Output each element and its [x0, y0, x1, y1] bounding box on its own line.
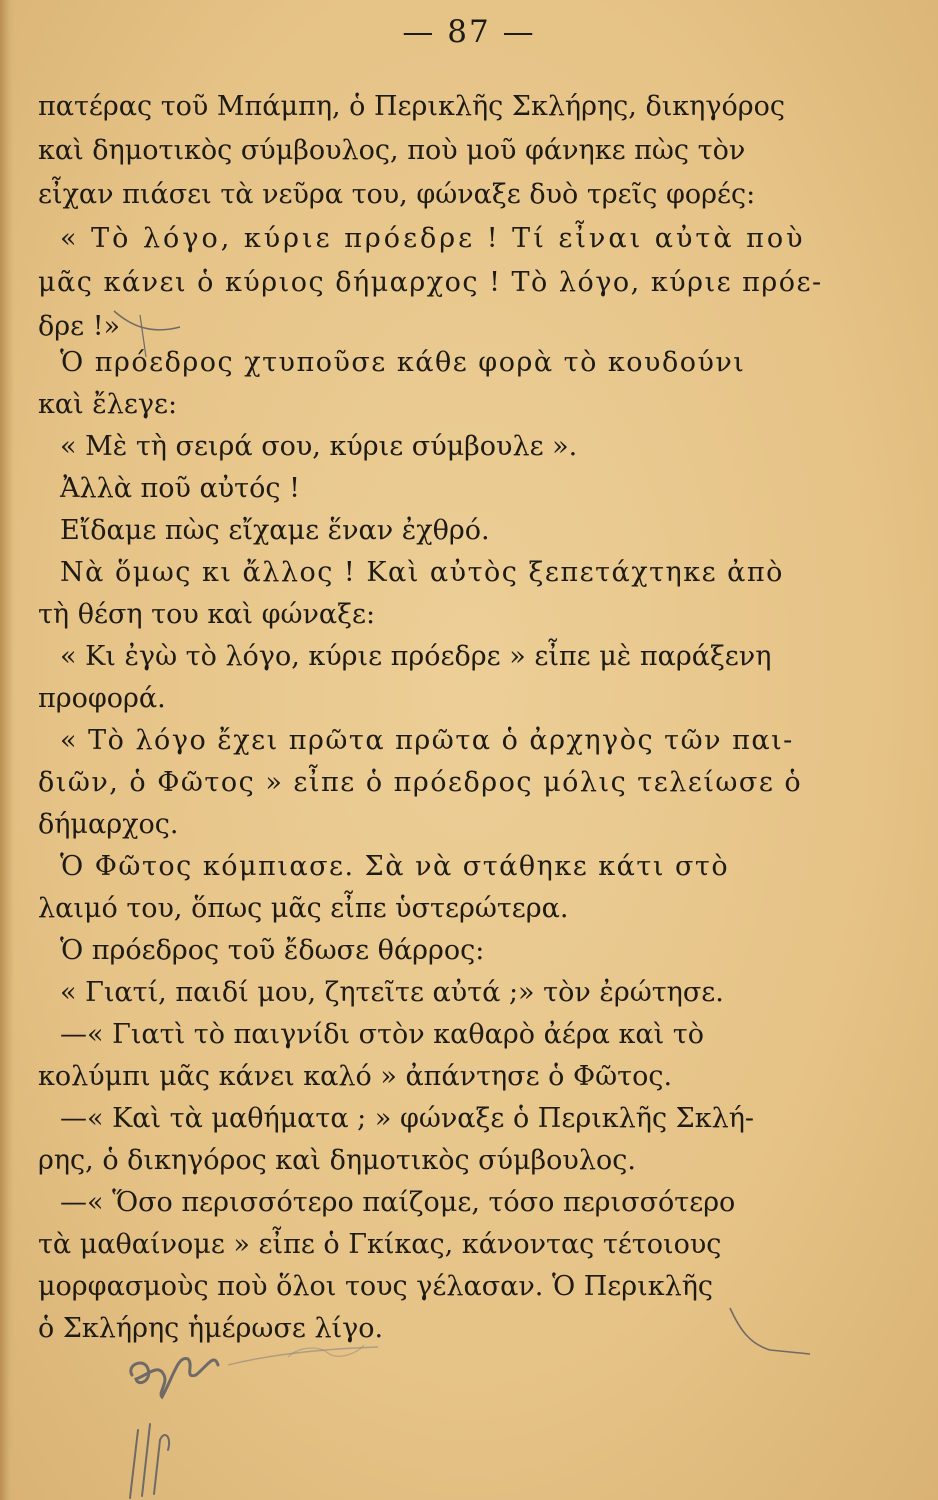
- text-line: ρης, ὁ δικηγόρος καὶ δημοτικὸς σύμβουλος.: [38, 1145, 636, 1176]
- text-line: καὶ ἔλεγε:: [38, 389, 178, 420]
- text-line: τὰ μαθαίνομε » εἶπε ὁ Γκίκας, κάνοντας τέτοιους: [38, 1229, 722, 1260]
- text-line: —« Καὶ τὰ μαθήματα ; » φώναξε ὁ Περικλῆς Σκλή-: [60, 1103, 755, 1134]
- text-line: —« Ὅσο περισσότερο παίζομε, τόσο περισσότερο: [60, 1187, 736, 1218]
- page-number: — 87 —: [402, 14, 536, 50]
- text-line: εἶχαν πιάσει τὰ νεῦρα του, φώναξε δυὸ τρεῖς φορές:: [38, 179, 756, 210]
- text-line: μᾶς κάνει ὁ κύριος δήμαρχος ! Τὸ λόγο, κύριε πρόε-: [38, 267, 823, 298]
- text-line: διῶν, ὁ Φῶτος » εἶπε ὁ πρόεδρος μόλις τελείωσε ὁ: [38, 767, 803, 798]
- text-line: δήμαρχος.: [38, 809, 179, 840]
- text-line: κολύμπι μᾶς κάνει καλό » ἀπάντησε ὁ Φῶτος.: [38, 1061, 673, 1092]
- page-binding-edge: [0, 0, 14, 1500]
- text-line: Εἴδαμε πὼς εἴχαμε ἕναν ἐχθρό.: [60, 515, 490, 546]
- text-line: « Γιατί, παιδί μου, ζητεῖτε αὐτά ;» τὸν ἐρώτησε.: [60, 977, 724, 1008]
- text-line: τὴ θέση του καὶ φώναξε:: [38, 599, 376, 630]
- pencil-signature-icon: [118, 1335, 418, 1405]
- text-line: προφορά.: [38, 683, 166, 714]
- text-line: λαιμό του, ὅπως μᾶς εἶπε ὑστερώτερα.: [38, 893, 569, 924]
- text-line: Ὁ πρόεδρος τοῦ ἔδωσε θάρρος:: [60, 935, 485, 966]
- pencil-scribble-icon: [120, 1410, 180, 1500]
- text-line: πατέρας τοῦ Μπάμπη, ὁ Περικλῆς Σκλήρης, δικηγόρος: [38, 91, 785, 122]
- text-line: Νὰ ὅμως κι ἄλλος ! Καὶ αὐτὸς ξεπετάχτηκε ἀπὸ: [60, 557, 784, 588]
- text-line: « Μὲ τὴ σειρά σου, κύριε σύμβουλε ».: [60, 431, 578, 462]
- text-line: μορφασμοὺς ποὺ ὅλοι τους γέλασαν. Ὁ Περικλῆς: [38, 1271, 714, 1302]
- text-line: καὶ δημοτικὸς σύμβουλος, ποὺ μοῦ φάνηκε πὼς τὸν: [38, 135, 746, 166]
- text-line: Ὁ πρόεδρος χτυποῦσε κάθε φορὰ τὸ κουδούνι: [60, 347, 746, 378]
- text-line: δρε !»: [38, 311, 121, 342]
- text-line: Ὁ Φῶτος κόμπιασε. Σὰ νὰ στάθηκε κάτι στὸ: [60, 851, 730, 882]
- pencil-slash-icon: [110, 305, 190, 365]
- text-line: Ἀλλὰ ποῦ αὐτός !: [60, 473, 300, 504]
- text-line: « Τὸ λόγο ἔχει πρῶτα πρῶτα ὁ ἀρχηγὸς τῶν παι-: [60, 725, 794, 756]
- text-line: —« Γιατὶ τὸ παιγνίδι στὸν καθαρὸ ἀέρα καὶ τὸ: [60, 1019, 704, 1050]
- text-line: « Κι ἐγὼ τὸ λόγο, κύριε πρόεδρε » εἶπε μὲ παράξενη: [60, 641, 772, 672]
- text-line: ὁ Σκλήρης ἡμέρωσε λίγο.: [38, 1313, 384, 1344]
- pencil-corner-mark-icon: [720, 1300, 830, 1360]
- text-line: « Τὸ λόγο, κύριε πρόεδρε ! Τί εἶναι αὐτὰ ποὺ: [60, 223, 806, 254]
